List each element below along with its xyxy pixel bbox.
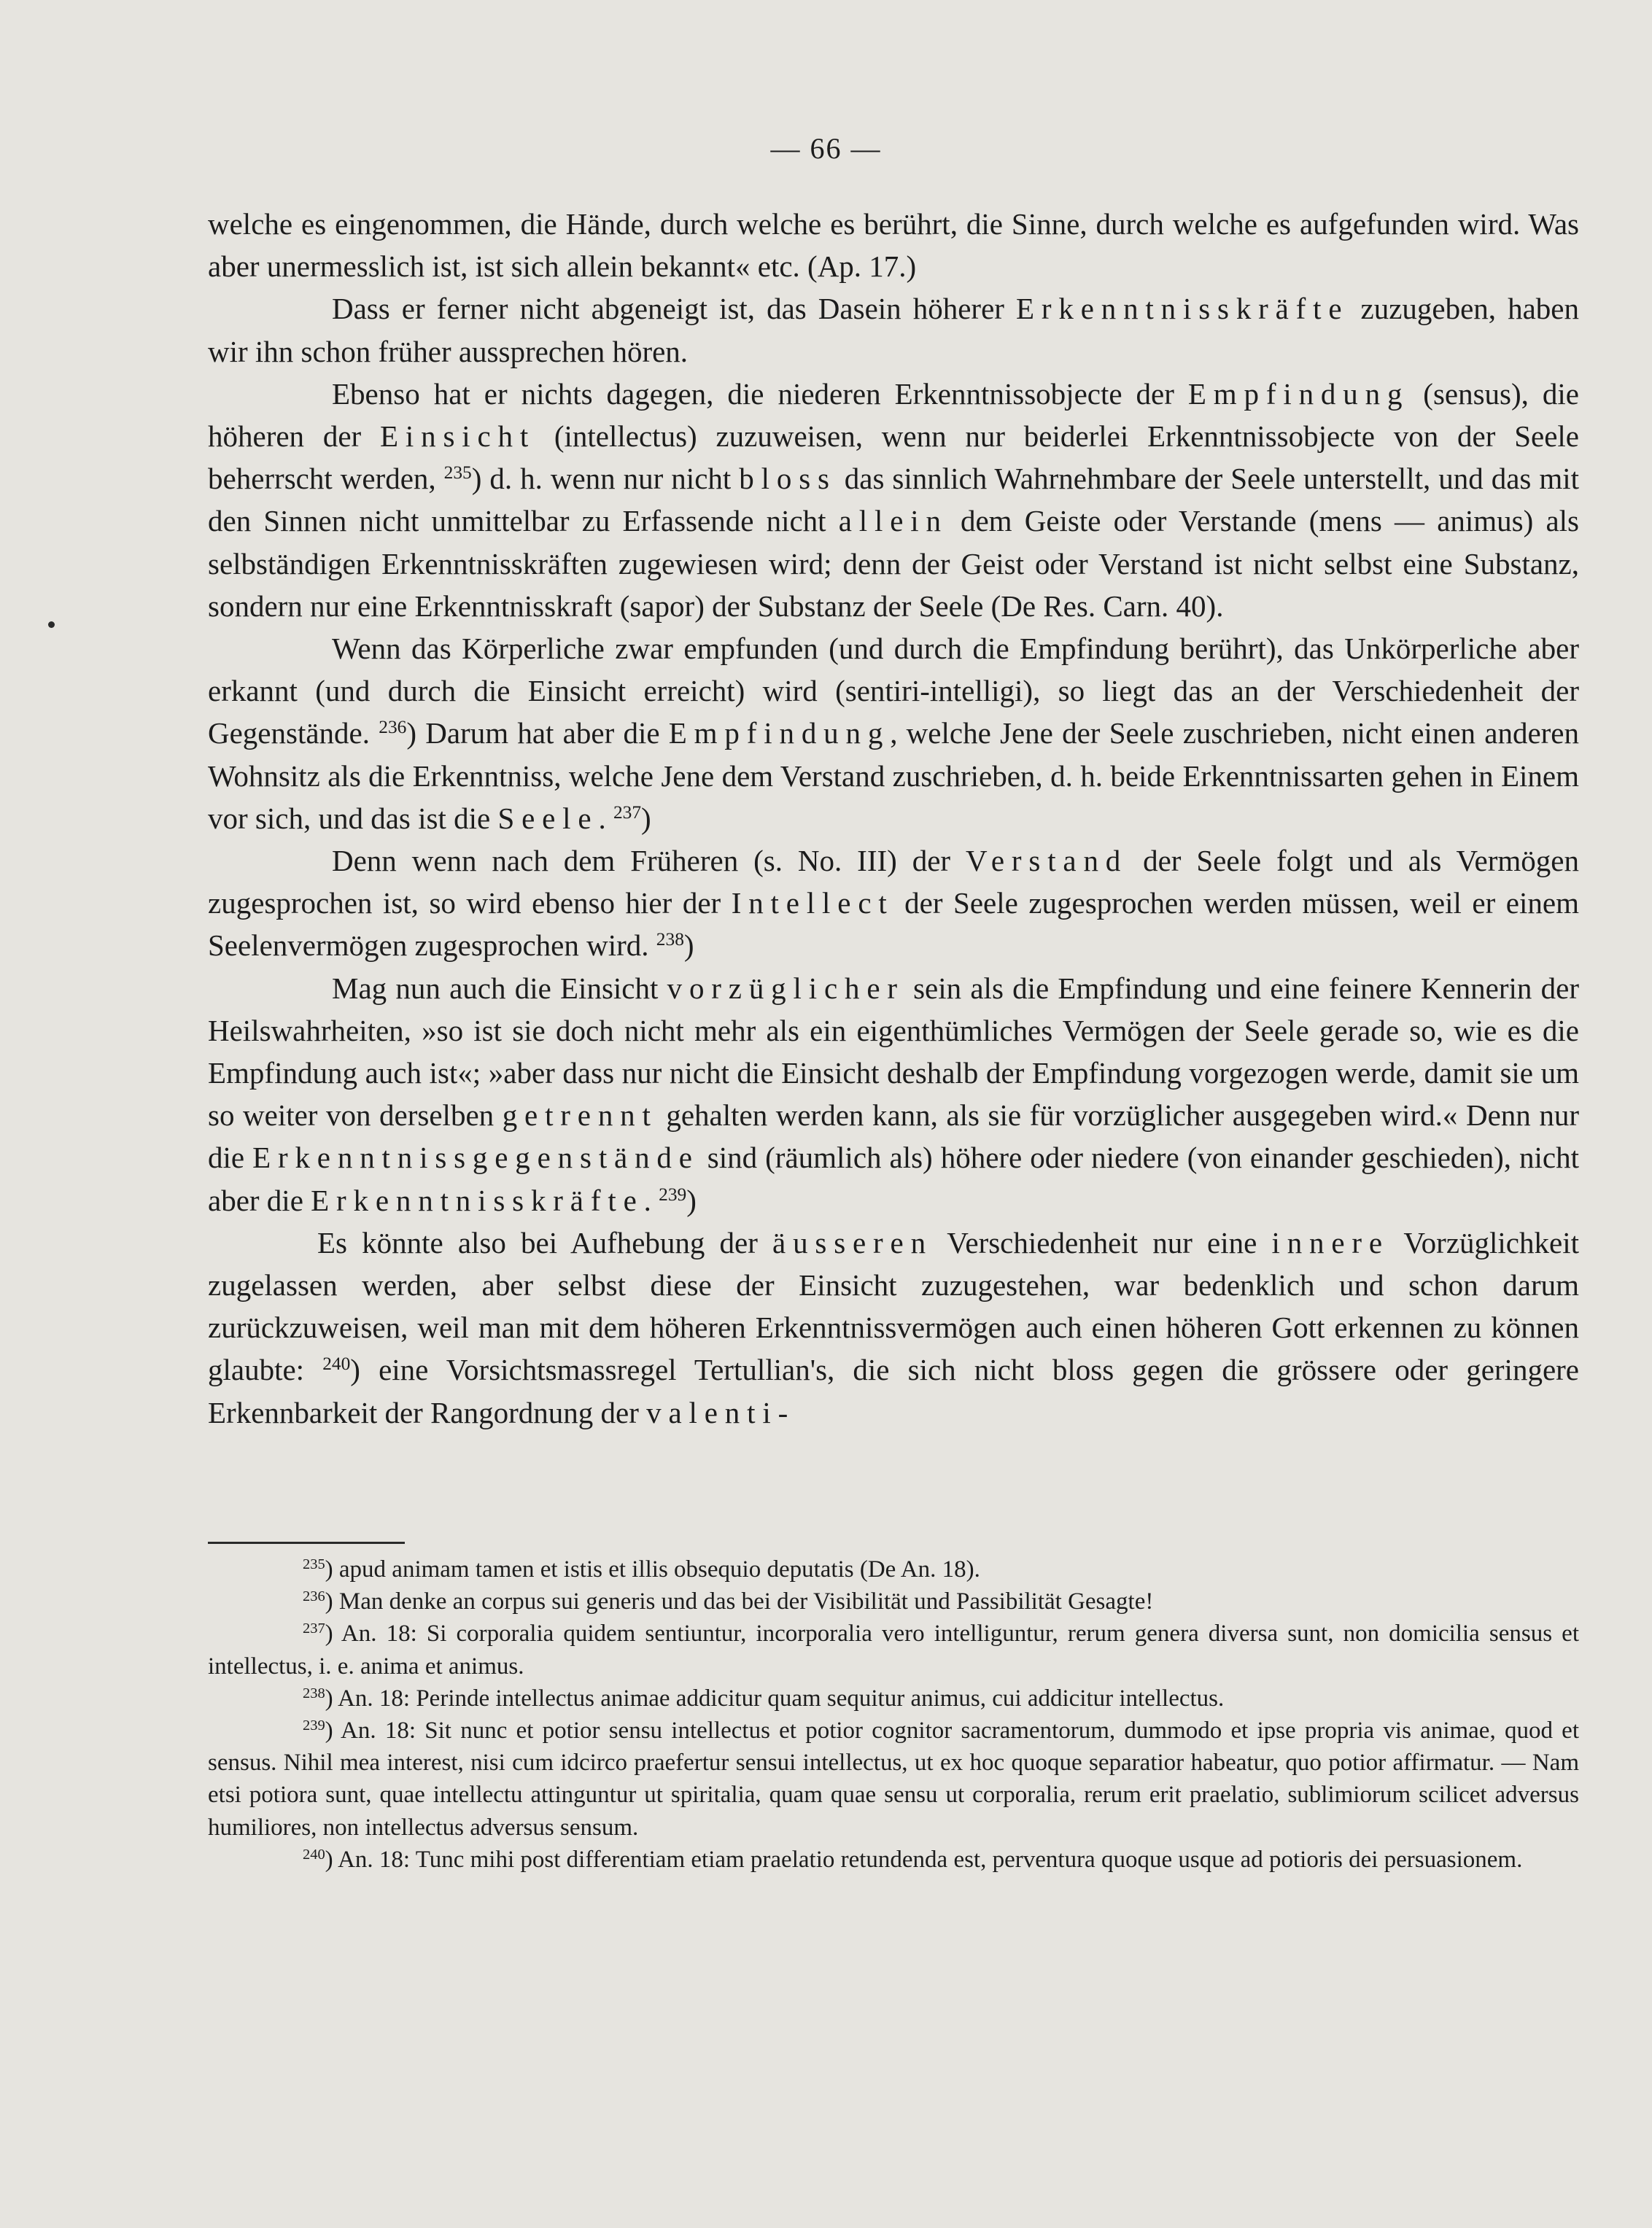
- spaced-term: Erkenntnissgegenstände: [252, 1141, 699, 1175]
- spaced-term: getrennt: [502, 1098, 658, 1133]
- spaced-term: Erkenntnisskräfte: [311, 1183, 644, 1217]
- footnote-number: 238: [303, 1685, 325, 1701]
- spaced-term: Empfindung: [668, 716, 891, 750]
- spaced-term: allein: [838, 504, 948, 538]
- footnote: $^{235}$) apud animam tamen et istis et illis obsequio deputatis (De An. 18).: [303, 1556, 980, 1583]
- paragraph: Wenn das Körperliche zwar empfunden (und durch die Empfindung berührt), das Unkörperliche aber erkannt (und durch die Einsicht erreicht) wird (sentiri-intelligi), so liegt das an der Verschiedenheit der Gegenstände. $^{236}$) Darum hat aber die Empfindung, welche Jene der Seele zuschrieben, nicht einen anderen Wohnsitz als die Erkenntniss, welche Jene dem Verstand zuschrieben, d. h. beide Erkenntnissarten gehen in Einem vor sich, und das ist die Seele. $^{237}$): [208, 632, 1580, 835]
- footnotes: [208, 1553, 1579, 1876]
- footnote-divider: [208, 1542, 405, 1544]
- paragraph: welche es eingenommen, die Hände, durch welche es berührt, die Sinne, durch welche es aufgefunden wird. Was aber unermesslich ist, ist sich allein bekannt« etc. (Ap. 17.): [208, 207, 1579, 284]
- spaced-term: Einsicht: [379, 419, 536, 454]
- footnote-number: 239: [303, 1717, 325, 1734]
- stray-mark: [48, 621, 55, 628]
- spaced-term: innere: [1271, 1225, 1389, 1259]
- footnote-ref: 235: [443, 462, 472, 484]
- main-text: [208, 203, 1579, 1434]
- footnote-number: 235: [303, 1556, 325, 1572]
- paragraph: Denn wenn nach dem Früheren (s. No. III) der Verstand der Seele folgt und als Vermögen zugesprochen ist, so wird ebenso hier der Intellect der Seele zugesprochen werden müssen, weil er einem Seelenvermögen zugesprochen wird. $^{238}$): [208, 844, 1579, 963]
- footnote-ref: 237: [613, 801, 642, 823]
- footnote-ref: 239: [659, 1184, 687, 1205]
- spaced-term: valenti-: [646, 1395, 796, 1429]
- paragraph: Dass er ferner nicht abgeneigt ist, das Dasein höherer Erkenntnisskräfte zuzugeben, haben wir ihn schon früher aussprechen hören.: [208, 292, 1580, 368]
- footnote-number: 240: [303, 1846, 325, 1863]
- footnote-ref: 236: [379, 717, 407, 738]
- paragraph: Es könnte also bei Aufhebung der äusseren Verschiedenheit nur eine innere Vorzüglichkeit zugelassen werden, aber selbst diese der Einsicht zuzugestehen, war bedenklich und schon darum zurückzuweisen, weil man mit dem höheren Erkenntnissvermögen auch einen höheren Gott erkennen zu können glaubte: $^{240}$) eine Vorsichtsmassregel Tertullian's, die sich nicht bloss gegen die grössere oder geringere Erkennbarkeit der Rangordnung der valenti-: [208, 1225, 1579, 1429]
- footnote: $^{238}$) An. 18: Perinde intellectus animae addicitur quam sequitur animus, cui addicitur intellectus.: [303, 1685, 1225, 1712]
- footnote: $^{239}$) An. 18: Sit nunc et potior sensu intellectus et potior cognitor sacramentorum, dummodo et ipse propria vis animae, quod et sensus. Nihil mea interest, nisi cum idcirco praefertur sensui intellectus, ut ex hoc quoque separatior habeatur, quo potior affirmatur. — Nam etsi potiora sunt, quae intellectu attinguntur ut spiritalia, quam quae sensu ut corporalia, rerum erit praelatio, sublimiorum scilicet adversus humiliores, non intellectus adversus sensum.: [208, 1717, 1579, 1841]
- spaced-term: Erkenntnisskräfte: [1015, 292, 1349, 326]
- footnote-number: 236: [303, 1588, 325, 1604]
- footnote: $^{240}$) An. 18: Tunc mihi post differentiam etiam praelatio retundenda est, perventura quoque usque ad potioris dei persuasionem.: [303, 1846, 1523, 1873]
- spaced-term: Intellect: [731, 886, 894, 920]
- paragraph: Mag nun auch die Einsicht vorzüglicher sein als die Empfindung und eine feinere Kennerin der Heilswahrheiten, »so ist sie doch nicht mehr als ein eigenthümliches Vermögen der Seele gerade so, wie es die Empfindung auch ist«; »aber dass nur nicht die Einsicht deshalb der Empfindung vorgezogen werde, damit sie um so weiter von derselben getrennt gehalten werden kann, als sie für vorzüglicher ausgegeben wird.« Denn nur die Erkenntnissgegenstände sind (räumlich als) höhere oder niedere (von einander geschieden), nicht aber die Erkenntnisskräfte. $^{239}$): [208, 971, 1579, 1217]
- spaced-term: bloss: [739, 462, 837, 496]
- footnote: $^{237}$) An. 18: Si corporalia quidem sentiuntur, incorporalia vero intelliguntur, rerum genera diversa sunt, non domicilia sensus et intellectus, i. e. anima et animus.: [208, 1620, 1579, 1680]
- spaced-term: Empfindung: [1187, 376, 1410, 411]
- paragraph: Ebenso hat er nichts dagegen, die niederen Erkenntnissobjecte der Empfindung (sensus), die höheren der Einsicht (intellectus) zuzuweisen, wenn nur beiderlei Erkenntnissobjecte von der Seele beherrscht werden, $^{235}$) d. h. wenn nur nicht bloss das sinnlich Wahrnehmbare der Seele unterstellt, und das mit den Sinnen nicht unmittelbar zu Erfassende nicht allein dem Geiste oder Verstande (mens — animus) als selbständigen Erkenntnisskräften zugewiesen wird; denn der Geist oder Verstand ist nicht selbst eine Substanz, sondern nur eine Erkenntnisskraft (sapor) der Substanz der Seele (De Res. Carn. 40).: [208, 376, 1580, 623]
- spaced-term: Verstand: [965, 844, 1128, 878]
- page-number: — 66 —: [770, 132, 882, 165]
- spaced-term: Seele: [497, 801, 599, 835]
- footnote: $^{236}$) Man denke an corpus sui generis und das bei der Visibilität und Passibilität Gesagte!: [303, 1588, 1154, 1615]
- spaced-term: vorzüglicher: [667, 971, 904, 1005]
- spaced-term: äusseren: [772, 1225, 933, 1259]
- footnote-ref: 240: [322, 1354, 351, 1375]
- footnote-ref: 238: [656, 929, 684, 950]
- footnote-number: 237: [303, 1620, 325, 1637]
